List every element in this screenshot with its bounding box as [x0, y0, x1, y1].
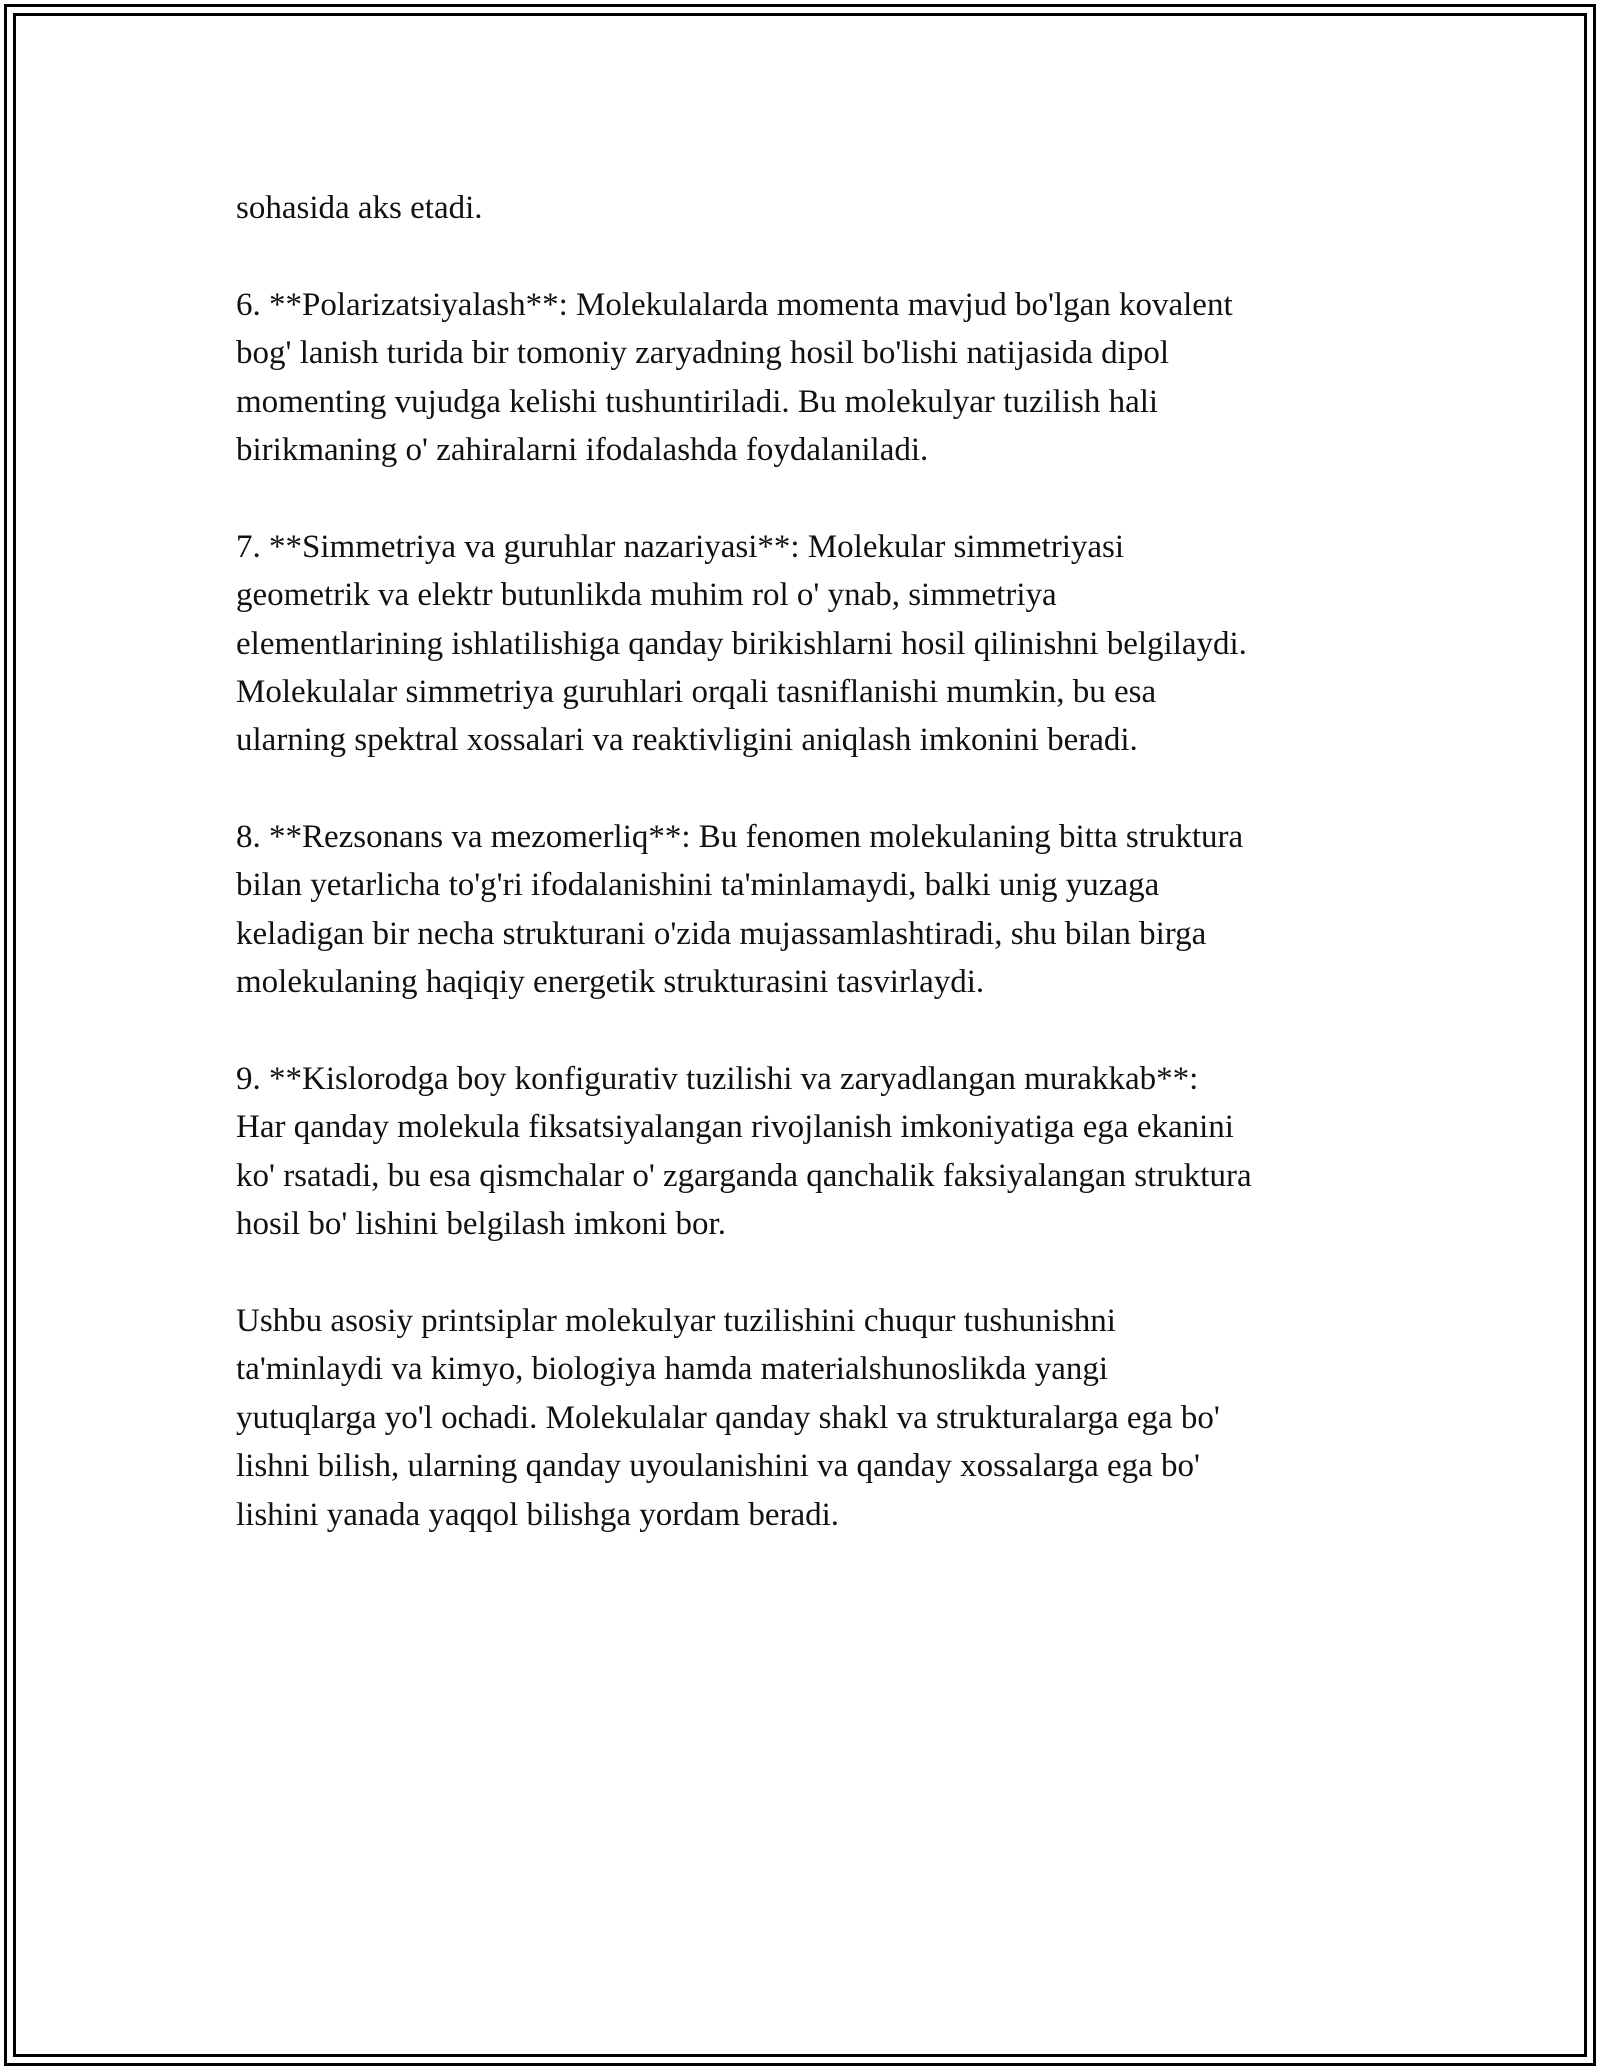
- paragraph-conclusion: [236, 1297, 1386, 1539]
- paragraph-spacer: [236, 1007, 1386, 1055]
- text-line: keladigan bir necha strukturani o'zida mujassamlashtiradi, shu bilan birga: [236, 915, 1207, 952]
- text-line: lishini yanada yaqqol bilishga yordam beradi.: [236, 1496, 840, 1533]
- paragraph-point-9: [236, 1055, 1386, 1249]
- text-line: bog' lanish turida bir tomoniy zaryadning hosil bo'lishi natijasida dipol: [236, 335, 1170, 372]
- text-line: molekulaning haqiqiy energetik strukturasini tasvirlaydi.: [236, 964, 985, 1001]
- document-body: [236, 184, 1386, 1539]
- text-line: Molekulalar simmetriya guruhlari orqali tasniflanishi mumkin, bu esa: [236, 673, 1157, 710]
- text-line: yutuqlarga yo'l ochadi. Molekulalar qanday shakl va strukturalarga ega bo': [236, 1399, 1220, 1436]
- paragraph-point-8: [236, 813, 1386, 1007]
- text-line: birikmaning o' zahiralarni ifodalashda foydalaniladi.: [236, 431, 929, 468]
- text-line: lishni bilish, ularning qanday uyoulanishini va qanday xossalarga ega bo': [236, 1448, 1200, 1485]
- paragraph-spacer: [236, 474, 1386, 522]
- paragraph-spacer: [236, 232, 1386, 280]
- paragraph-point-7: [236, 523, 1386, 765]
- text-line: 7. **Simmetriya va guruhlar nazariyasi**: Molekular simmetriyasi: [236, 528, 1125, 565]
- text-line: 6. **Polarizatsiyalash**: Molekulalarda momenta mavjud bo'lgan kovalent: [236, 286, 1233, 323]
- paragraph-intro-continuation: [236, 184, 1386, 232]
- text-line: momenting vujudga kelishi tushuntiriladi. Bu molekulyar tuzilish hali: [236, 383, 1159, 420]
- text-line: Ushbu asosiy printsiplar molekulyar tuzilishini chuqur tushunishni: [236, 1302, 1116, 1339]
- text-line: ko' rsatadi, bu esa qismchalar o' zgarganda qanchalik faksiyalangan struktura: [236, 1157, 1252, 1194]
- text-line: ta'minlaydi va kimyo, biologiya hamda materialshunoslikda yangi: [236, 1351, 1109, 1388]
- text-line: 8. **Rezsonans va mezomerliq**: Bu fenomen molekulaning bitta struktura: [236, 819, 1244, 856]
- paragraph-point-6: [236, 281, 1386, 475]
- paragraph-spacer: [236, 765, 1386, 813]
- text-line: 9. **Kislorodga boy konfigurativ tuzilishi va zaryadlangan murakkab**:: [236, 1061, 1199, 1098]
- text-line: bilan yetarlicha to'g'ri ifodalanishini ta'minlamaydi, balki unig yuzaga: [236, 867, 1160, 904]
- text-line: ularning spektral xossalari va reaktivligini aniqlash imkonini beradi.: [236, 722, 1138, 759]
- text-line: hosil bo' lishini belgilash imkoni bor.: [236, 1206, 726, 1243]
- text-line: elementlarining ishlatilishiga qanday birikishlarni hosil qilinishni belgilaydi.: [236, 625, 1247, 662]
- paragraph-spacer: [236, 1249, 1386, 1297]
- text-line: Har qanday molekula fiksatsiyalangan rivojlanish imkoniyatiga ega ekanini: [236, 1109, 1234, 1146]
- text-line: sohasida aks etadi.: [236, 190, 483, 226]
- text-line: geometrik va elektr butunlikda muhim rol o' ynab, simmetriya: [236, 577, 1057, 614]
